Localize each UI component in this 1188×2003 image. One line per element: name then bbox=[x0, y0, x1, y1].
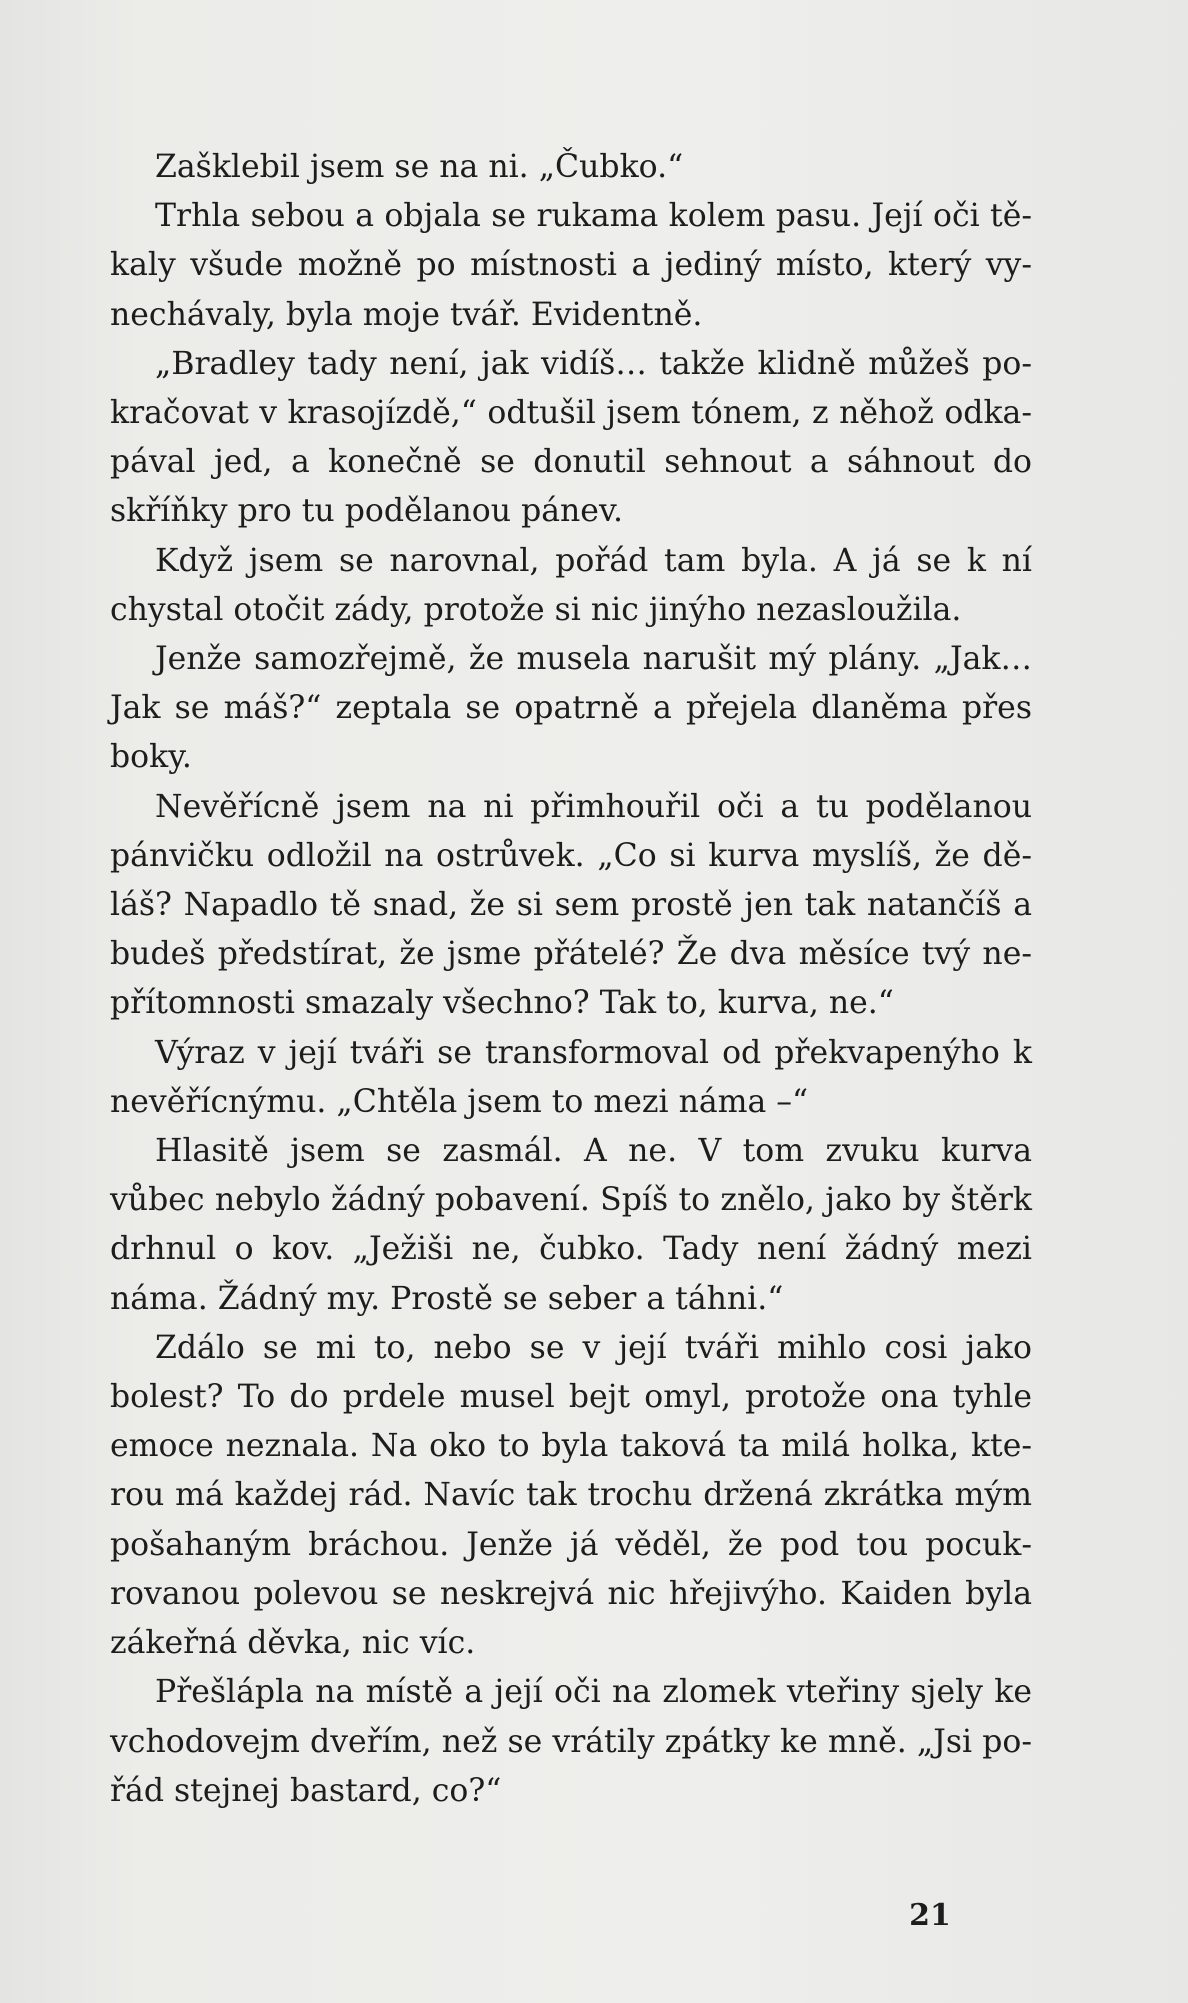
page-number: 21 bbox=[909, 1898, 951, 1933]
paragraph-7: Výraz v její tváři se transformoval od překvapenýho k nevěřícnýmu. „Chtěla jsem to mezi náma –“ bbox=[110, 1034, 1032, 1120]
paragraph-2: Trhla sebou a objala se rukama kolem pasu. Její oči těkaly všude možně po místnosti a jediný místo, který vynechávaly, byla moje tvář. Evidentně. bbox=[110, 198, 1032, 333]
paragraph-1: Zašklebil jsem se na ni. „Čubko.“ bbox=[155, 149, 684, 185]
body-text bbox=[110, 143, 1032, 1816]
paragraph-5: Jenže samozřejmě, že musela narušit mý plány. „Jak… Jak se máš?“ zeptala se opatrně a přejela dlaněma přes boky. bbox=[110, 641, 1032, 776]
paragraph-8: Hlasitě jsem se zasmál. A ne. V tom zvuku kurva vůbec nebylo žádný pobavení. Spíš to znělo, jako by štěrk drhnul o kov. „Ježiši ne, čubko. Tady není žádný mezi náma. Žádný my. Prostě se seber a táhni.“ bbox=[110, 1133, 1032, 1317]
paragraph-4: Když jsem se narovnal, pořád tam byla. A já se k ní chystal otočit zády, protože si nic jinýho nezasloužila. bbox=[110, 542, 1032, 628]
paragraph-9: Zdálo se mi to, nebo se v její tváři mihlo cosi jako bolest? To do prdele musel bejt omyl, protože ona tyhle emoce neznala. Na oko to byla taková ta milá holka, kterou má každej rád. Navíc tak trochu držená zkrátka mým pošahaným bráchou. Jenže já věděl, že pod tou pocukrovanou polevou se neskrejvá nic hřejivýho. Kaiden byla zákeřná děvka, nic víc. bbox=[110, 1329, 1032, 1662]
paragraph-3: „Bradley tady není, jak vidíš… takže klidně můžeš pokračovat v krasojízdě,“ odtušil jsem tónem, z něhož odkapával jed, a konečně se donutil sehnout a sáhnout do skříňky pro tu podělanou pánev. bbox=[110, 345, 1032, 530]
paragraph-10: Přešlápla na místě a její oči na zlomek vteřiny sjely ke vchodovejm dveřím, než se vrátily zpátky ke mně. „Jsi pořád stejnej bastard, co?“ bbox=[110, 1674, 1032, 1809]
paragraph-6: Nevěřícně jsem na ni přimhouřil oči a tu podělanou pánvičku odložil na ostrůvek. „Co si kurva myslíš, že děláš? Napadlo tě snad, že si sem prostě jen tak natančíš a budeš předstírat, že jsme přátelé? Že dva měsíce tvý nepřítomnosti smazaly všechno? Tak to, kurva, ne.“ bbox=[110, 788, 1032, 1022]
